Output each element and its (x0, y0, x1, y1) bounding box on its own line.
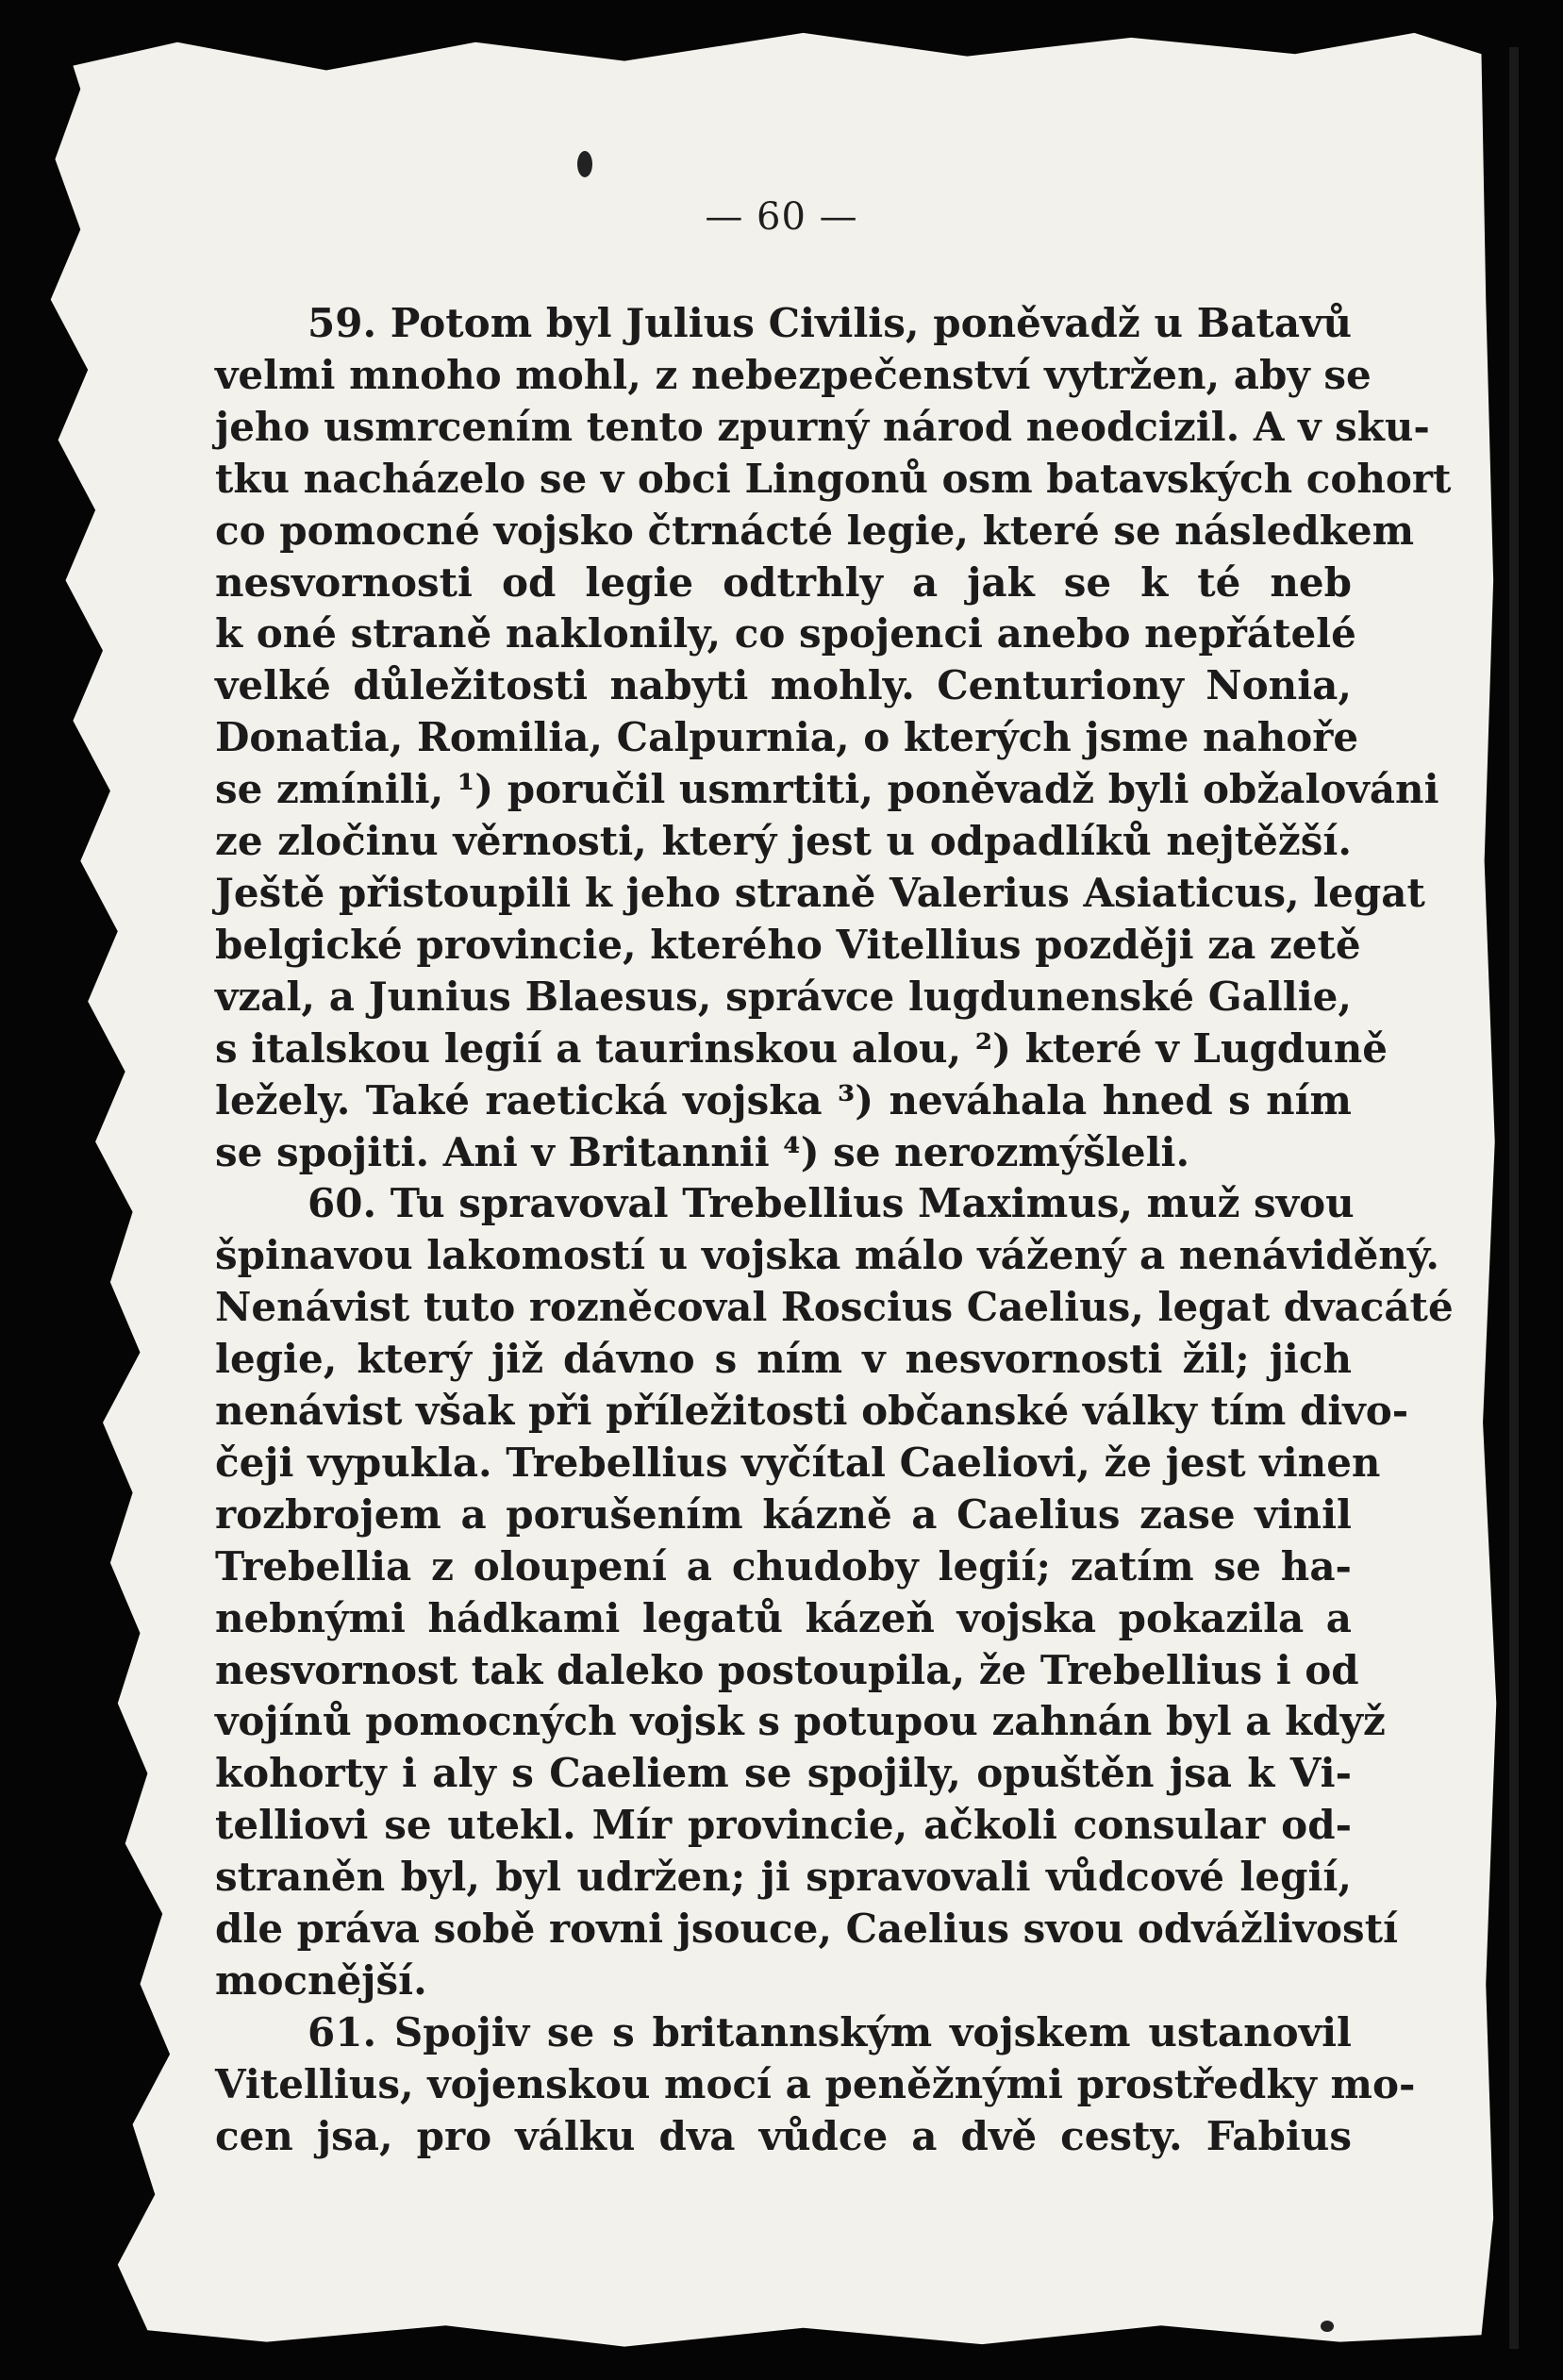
text-line: kohorty i aly s Caeliem se spojily, opuštěn jsa k Vi- (215, 1750, 1352, 1797)
text-line: telliovi se utekl. Mír provincie, ačkoli consular od- (215, 1802, 1352, 1849)
text-line: Trebellia z oloupení a chudoby legií; zatím se ha- (215, 1542, 1352, 1589)
text-line: vzal, a Junius Blaesus, správce lugdunenské Gallie, (215, 973, 1352, 1020)
body-text (215, 298, 1454, 2163)
text-line: straněn byl, byl udržen; ji spravovali vůdcové legií, (215, 1854, 1352, 1901)
text-line: 61. Spojiv se s britannským vojskem ustanovil (308, 2008, 1352, 2055)
text-line: Ještě přistoupili k jeho straně Valerius Asiaticus, legat (215, 869, 1425, 916)
text-line: vojínů pomocných vojsk s potupou zahnán byl a když (215, 1698, 1386, 1745)
text-line: velmi mnoho mohl, z nebezpečenství vytržen, aby se (215, 351, 1372, 398)
text-line: tku nacházelo se v obci Lingonů osm batavských cohort (215, 455, 1452, 502)
text-line: 59. Potom byl Julius Civilis, poněvadž u Batavů (308, 300, 1352, 346)
ink-speck (1321, 2321, 1334, 2332)
text-line: Vitellius, vojenskou mocí a peněžnými prostředky mo- (215, 2060, 1416, 2107)
text-line: 60. Tu spravoval Trebellius Maximus, muž svou (308, 1180, 1355, 1227)
ink-speck (577, 151, 592, 177)
text-line: nesvornosti od legie odtrhly a jak se k té neb (215, 558, 1352, 606)
page-number: — 60 — (705, 195, 858, 239)
text-line: nebnými hádkami legatů kázeň vojska pokazila a (215, 1594, 1352, 1641)
text-line: se zmínili, ¹) poručil usmrtiti, poněvadž byli obžalováni (215, 766, 1439, 813)
text-line: co pomocné vojsko čtrnácté legie, které se následkem (215, 507, 1415, 554)
text-line: legie, který již dávno s ním v nesvornosti žil; jich (215, 1336, 1352, 1383)
text-line: rozbrojem a porušením kázně a Caelius zase vinil (215, 1490, 1352, 1538)
text-line: jeho usmrcením tento zpurný národ neodcizil. A v sku- (215, 403, 1430, 450)
text-line: cen jsa, pro válku dva vůdce a dvě cesty. Fabius (215, 2112, 1352, 2159)
text-line: mocnější. (215, 1957, 427, 2004)
text-line: nenávist však při příležitosti občanské války tím divo- (215, 1388, 1409, 1435)
page-edge-shadow (1509, 47, 1519, 2349)
text-line: Nenávist tuto rozněcoval Roscius Caelius, legat dvacáté (215, 1284, 1454, 1331)
text-line: belgické provincie, kterého Vitellius později za zetě (215, 921, 1361, 968)
text-line: velké důležitosti nabyti mohly. Centuriony Nonia, (215, 662, 1352, 709)
text-line: s italskou legií a taurinskou alou, ²) které v Lugduně (215, 1024, 1388, 1072)
text-line: Donatia, Romilia, Calpurnia, o kterých jsme nahoře (215, 714, 1359, 761)
text-line: se spojiti. Ani v Britannii ⁴) se nerozmýšleli. (215, 1128, 1190, 1175)
text-line: nesvornost tak daleko postoupila, že Trebellius i od (215, 1646, 1359, 1693)
text-line: ze zločinu věrnosti, který jest u odpadlíků nejtěžší. (215, 818, 1352, 865)
text-line: k oné straně naklonily, co spojenci anebo nepřátelé (215, 610, 1356, 657)
text-line: čeji vypukla. Trebellius vyčítal Caeliovi, že jest vinen (215, 1439, 1381, 1486)
text-line: dle práva sobě rovni jsouce, Caelius svou odvážlivostí (215, 1906, 1399, 1953)
text-line: špinavou lakomostí u vojska málo vážený a nenáviděný. (215, 1232, 1440, 1279)
text-line: ležely. Také raetická vojska ³) neváhala hned s ním (215, 1076, 1352, 1123)
